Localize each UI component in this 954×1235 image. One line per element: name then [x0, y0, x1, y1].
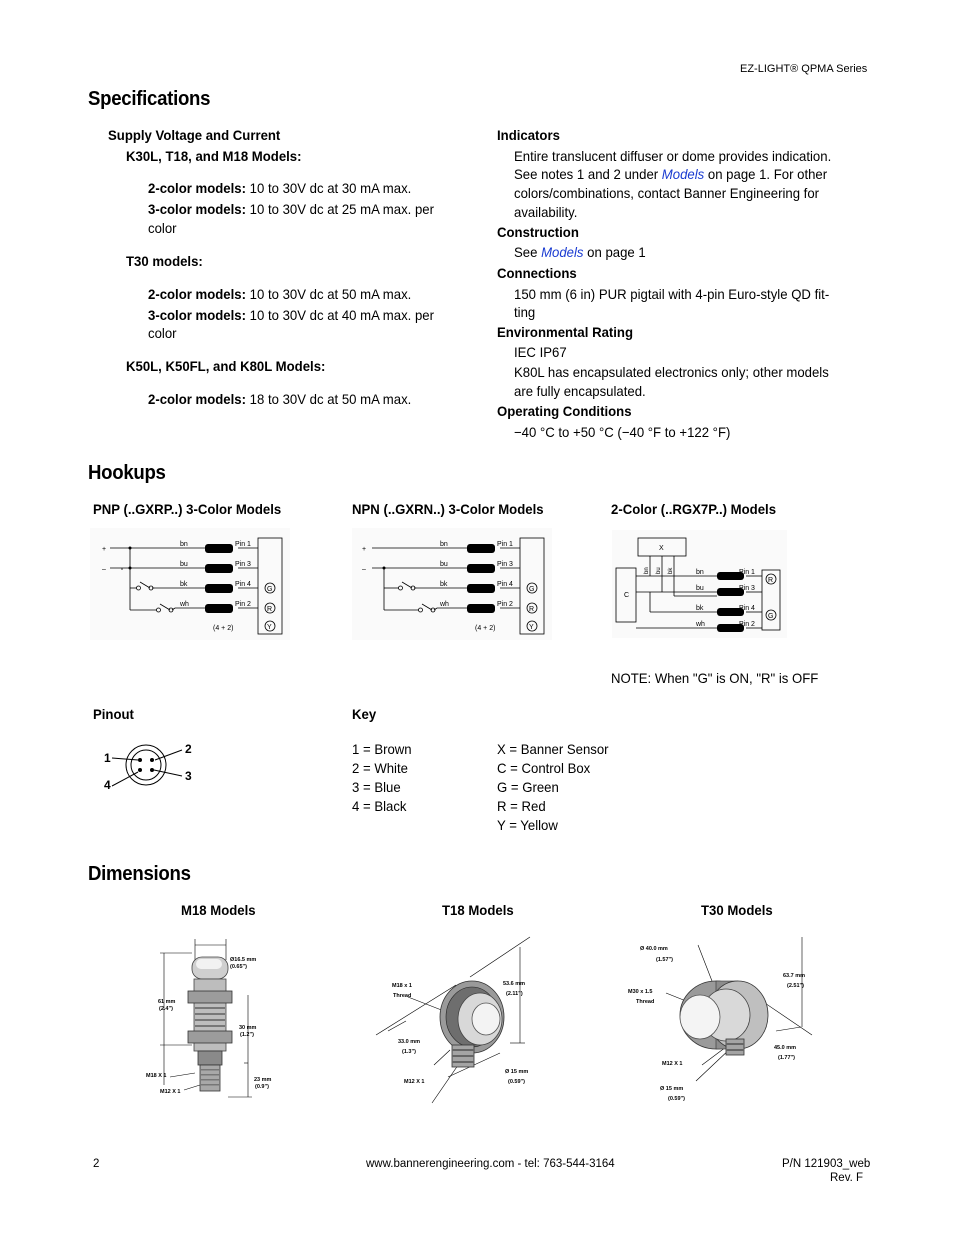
- indicators-line4: availability.: [514, 204, 578, 220]
- t30-heading: T30 models:: [126, 253, 203, 269]
- t30-dimension-drawing: [626, 935, 816, 1107]
- key-item: 4 = Black: [352, 798, 407, 814]
- pinout-title: Pinout: [93, 706, 134, 722]
- two-color-letter-g: G: [768, 613, 774, 620]
- pinout-num-2: 2: [185, 742, 192, 756]
- m18-len3: 23 mm: [254, 1077, 272, 1083]
- m18-dimension-drawing: [140, 935, 280, 1105]
- pnp-pin1: Pin 1: [235, 541, 251, 548]
- m18-dia-in: (0.65"): [230, 964, 247, 970]
- construction-heading: Construction: [497, 224, 579, 240]
- pnp-letter-r: R: [267, 606, 273, 613]
- m18-m12: M12 X 1: [160, 1089, 181, 1095]
- t18-depth-in: (1.3"): [402, 1049, 416, 1055]
- supply-heading: Supply Voltage and Current: [108, 127, 281, 143]
- npn-pin4: Pin 4: [497, 581, 513, 588]
- npn-combo: (4 + 2): [475, 625, 496, 632]
- npn-wire-bu: bu: [440, 561, 448, 568]
- pnp-plus: +: [102, 546, 107, 553]
- t30-m12: M12 X 1: [662, 1061, 683, 1067]
- pnp-wire-wh: wh: [180, 601, 189, 608]
- indicators-line3: colors/combinations, contact Banner Engineering for: [514, 185, 820, 201]
- t30-3color-cont: color: [148, 325, 177, 341]
- series-header: EZ-LIGHT® QPMA Series: [740, 63, 868, 75]
- pnp-wire-bn: bn: [180, 541, 188, 548]
- pnp-wire-bk: bk: [180, 581, 188, 588]
- pnp-pin2: Pin 2: [235, 601, 251, 608]
- environmental-line2: K80L has encapsulated electronics only; other models: [514, 364, 829, 380]
- hookups-title: Hookups: [88, 462, 166, 484]
- t30-conn-dia-in: (0.59"): [668, 1096, 685, 1102]
- two-color-vwire-bu: bu: [656, 567, 662, 574]
- indicators-line1: Entire translucent diffuser or dome provides indication.: [514, 148, 832, 164]
- pnp-letter-g: G: [267, 586, 273, 593]
- two-color-pin3: Pin 3: [739, 585, 755, 592]
- t18-title: T18 Models: [442, 902, 514, 918]
- t18-dia: Ø 15 mm: [505, 1069, 529, 1075]
- environmental-heading: Environmental Rating: [497, 324, 634, 340]
- indicators-heading: Indicators: [497, 127, 560, 143]
- key-title: Key: [352, 706, 377, 722]
- npn-pin3: Pin 3: [497, 561, 513, 568]
- npn-wire-bk: bk: [440, 581, 448, 588]
- operating-heading: Operating Conditions: [497, 403, 632, 419]
- pnp-pin4: Pin 4: [235, 581, 251, 588]
- t18-dia-in: (0.59"): [508, 1079, 525, 1085]
- key-item: X = Banner Sensor: [497, 741, 609, 757]
- npn-wiring-diagram: [352, 528, 552, 640]
- key-right-list: [497, 740, 609, 835]
- dimensions-title: Dimensions: [88, 863, 191, 885]
- key-left-list: [352, 740, 412, 816]
- k30-3color: 3-color models: 10 to 30V dc at 25 mA max. per: [148, 201, 434, 217]
- operating-line1: −40 °C to +50 °C (−40 °F to +122 °F): [514, 424, 731, 440]
- m18-len2-in: (1.2"): [240, 1032, 254, 1038]
- t18-len: 53.6 mm: [503, 981, 526, 987]
- pinout-num-4: 4: [104, 778, 111, 792]
- k50-2color: 2-color models: 18 to 30V dc at 50 mA max.: [148, 391, 412, 407]
- connections-line2: ting: [514, 304, 536, 320]
- npn-minus: –: [362, 566, 366, 573]
- two-color-pin4: Pin 4: [739, 605, 755, 612]
- two-color-note: NOTE: When "G" is ON, "R" is OFF: [611, 670, 819, 686]
- k30-2color: 2-color models: 10 to 30V dc at 30 mA max.: [148, 180, 412, 196]
- k30-heading: K30L, T18, and M18 Models:: [126, 148, 302, 164]
- pinout-num-3: 3: [185, 769, 192, 783]
- npn-letter-y: Y: [529, 624, 534, 631]
- environmental-line1: IEC IP67: [514, 344, 567, 360]
- pinout-diagram: [100, 738, 200, 796]
- footer-rev: Rev. F: [830, 1172, 864, 1184]
- pnp-letter-y: Y: [267, 624, 272, 631]
- two-color-pin1: Pin 1: [739, 569, 755, 576]
- key-item: 2 = White: [352, 760, 408, 776]
- t30-len: 63.7 mm: [783, 973, 806, 979]
- two-color-wiring-diagram: [612, 530, 787, 638]
- key-item: 1 = Brown: [352, 741, 412, 757]
- models-link[interactable]: Models: [661, 166, 705, 182]
- pnp-wiring-diagram: [90, 528, 290, 640]
- npn-pin1: Pin 1: [497, 541, 513, 548]
- m18-thread: M18 X 1: [146, 1073, 167, 1079]
- t18-dimension-drawing: [370, 935, 540, 1105]
- pnp-pin3: Pin 3: [235, 561, 251, 568]
- m18-len-in: (2.4"): [159, 1006, 173, 1012]
- two-color-letter-c: C: [624, 592, 630, 599]
- npn-letter-g: G: [529, 586, 535, 593]
- t30-dia-in: (1.57"): [656, 957, 673, 963]
- page-number: 2: [93, 1158, 100, 1170]
- pinout-num-1: 1: [104, 751, 111, 765]
- two-color-wire-bn: bn: [696, 569, 704, 576]
- footer-pn: P/N 121903_web: [782, 1158, 871, 1170]
- t30-title: T30 Models: [701, 902, 773, 918]
- m18-dia: Ø16.5 mm: [230, 957, 257, 963]
- key-item: R = Red: [497, 798, 546, 814]
- t18-thread-label: Thread: [393, 993, 412, 999]
- two-color-letter-x: X: [659, 545, 664, 552]
- t18-len-in: (2.11"): [506, 991, 523, 997]
- m18-len2: 30 mm: [239, 1025, 257, 1031]
- npn-plus: +: [362, 546, 367, 553]
- npn-letter-r: R: [529, 606, 535, 613]
- t18-depth: 33.0 mm: [398, 1039, 421, 1045]
- t30-dia: Ø 40.0 mm: [640, 946, 668, 952]
- k30-3color-cont: color: [148, 220, 177, 236]
- npn-pin2: Pin 2: [497, 601, 513, 608]
- environmental-line3: are fully encapsulated.: [514, 383, 646, 399]
- t30-thread-label: Thread: [636, 999, 655, 1005]
- two-color-wire-bu: bu: [696, 585, 704, 592]
- key-item: G = Green: [497, 779, 559, 795]
- t30-conn-dia: Ø 15 mm: [660, 1086, 684, 1092]
- two-color-title: 2-Color (..RGX7P..) Models: [611, 501, 777, 517]
- t18-thread: M18 x 1: [392, 983, 412, 989]
- two-color-letter-r: R: [768, 577, 774, 584]
- m18-len: 61 mm: [158, 999, 176, 1005]
- specifications-title: Specifications: [88, 88, 211, 110]
- t30-thread: M30 x 1.5: [628, 989, 653, 995]
- t30-2color: 2-color models: 10 to 30V dc at 50 mA max.: [148, 286, 412, 302]
- pnp-wire-bu: bu: [180, 561, 188, 568]
- two-color-wire-bk: bk: [696, 605, 704, 612]
- key-item: Y = Yellow: [497, 817, 558, 833]
- npn-title: NPN (..GXRN..) 3-Color Models: [352, 501, 544, 517]
- npn-wire-bn: bn: [440, 541, 448, 548]
- key-item: C = Control Box: [497, 760, 591, 776]
- connections-heading: Connections: [497, 265, 577, 281]
- pnp-title: PNP (..GXRP..) 3-Color Models: [93, 501, 282, 517]
- construction-line: See Models on page 1: [514, 244, 646, 260]
- t30-3color: 3-color models: 10 to 30V dc at 40 mA max. per: [148, 307, 434, 323]
- footer-web: www.bannerengineering.com - tel: 763-544-3164: [366, 1158, 615, 1170]
- two-color-vwire-bn: bn: [644, 567, 650, 574]
- two-color-pin2: Pin 2: [739, 621, 755, 628]
- pnp-minus: –: [102, 566, 106, 573]
- npn-wire-wh: wh: [440, 601, 449, 608]
- m18-title: M18 Models: [181, 902, 256, 918]
- construction-models-link[interactable]: Models: [541, 244, 584, 260]
- t18-m12: M12 X 1: [404, 1079, 425, 1085]
- indicators-line2: See notes 1 and 2 under Models on page 1. For other: [514, 166, 828, 182]
- two-color-wire-wh: wh: [696, 621, 705, 628]
- connections-line1: 150 mm (6 in) PUR pigtail with 4-pin Euro-style QD fit-: [514, 286, 830, 302]
- m18-len3-in: (0.9"): [255, 1084, 269, 1090]
- key-item: 3 = Blue: [352, 779, 401, 795]
- two-color-vwire-bk: bk: [668, 567, 674, 574]
- t30-depth-in: (1.77"): [778, 1055, 795, 1061]
- t30-depth: 45.0 mm: [774, 1045, 797, 1051]
- pnp-combo: (4 + 2): [213, 625, 234, 632]
- t30-len-in: (2.51"): [787, 983, 804, 989]
- k50-heading: K50L, K50FL, and K80L Models:: [126, 358, 326, 374]
